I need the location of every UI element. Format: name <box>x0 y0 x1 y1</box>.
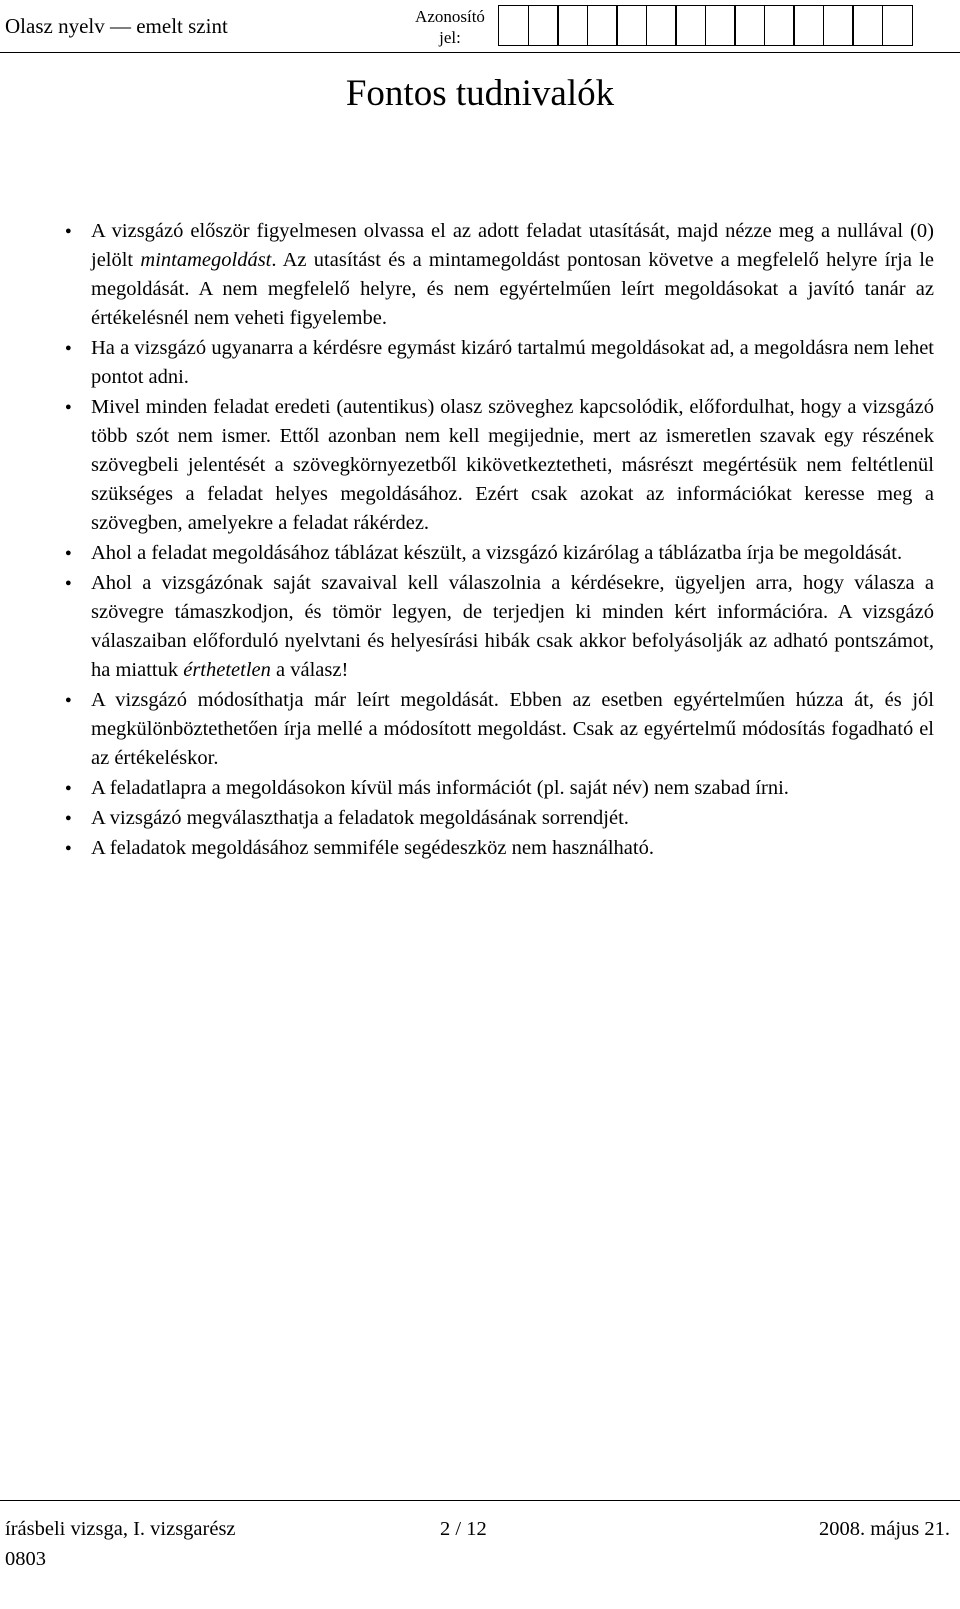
instruction-item <box>91 774 934 803</box>
id-code-box <box>675 5 706 46</box>
instruction-text: A vizsgázó először figyelmesen olvassa el az adott feladat utasítását, majd nézze meg a nullával (0) jelölt <box>91 220 934 271</box>
exam-date: 2008. május 21. <box>819 1518 950 1540</box>
instruction-item <box>91 804 934 833</box>
id-code-box <box>528 5 559 46</box>
page-title: Fontos tudnivalók <box>345 73 615 114</box>
id-code-box <box>616 5 647 46</box>
instruction-list <box>91 217 934 864</box>
instruction-text: A vizsgázó megválaszthatja a feladatok megoldásának sorrendjét. <box>91 807 629 829</box>
exam-part: írásbeli vizsga, I. vizsgarész <box>5 1518 236 1540</box>
instruction-text: . Az utasítást és a mintamegoldást pontosan követve a megfelelő helyre írja le megoldását. A nem megfelelő helyre, és nem egyértelműen leírt megoldásokat a javító tanár az értékelésnél nem veheti figyelembe. <box>91 249 935 329</box>
subject-title: Olasz nyelv — emelt szint <box>5 14 228 38</box>
emphasized-text: érthetetlen <box>183 659 271 681</box>
instruction-item <box>91 539 934 568</box>
page-number: 2 / 12 <box>440 1518 487 1540</box>
instruction-text: Mivel minden feladat eredeti (autentikus) olasz szöveghez kapcsolódik, előfordulhat, hogy a vizsgázó több szót nem ismer. Ettől azonban nem kell megijednie, mert az ismeretlen szavak egy részének szövegbeli jelentését a szövegkörnyezetből kikövetkeztetheti, másrészt megértésük nem feltétlenül szükséges a feladat helyes megoldásához. Ezért csak azokat az információkat keresse meg a szövegben, amelyekre a feladat rákérdez. <box>91 396 934 534</box>
instruction-text: A feladatok megoldásához semmiféle segédeszköz nem használható. <box>91 837 654 859</box>
id-code-box <box>587 5 618 46</box>
instruction-text: A feladatlapra a megoldásokon kívül más információt (pl. saját név) nem szabad írni. <box>91 777 789 799</box>
instruction-item <box>91 334 934 392</box>
id-code-box <box>764 5 795 46</box>
id-code-box <box>823 5 854 46</box>
id-code-box <box>882 5 913 46</box>
instruction-text: a válasz! <box>270 659 349 681</box>
page-header <box>0 0 960 52</box>
instruction-item <box>91 686 934 773</box>
id-code-boxes <box>498 5 913 46</box>
emphasized-text: mintamegoldást <box>140 249 272 271</box>
instruction-item <box>91 569 934 685</box>
id-code-box <box>852 5 883 46</box>
instruction-item <box>91 834 934 863</box>
id-code-box <box>793 5 824 46</box>
exam-code: 0803 <box>5 1548 46 1570</box>
id-label: Azonosító jel: <box>415 7 485 47</box>
instruction-text: A vizsgázó módosíthatja már leírt megoldását. Ebben az esetben egyértelműen húzza át, és jól megkülönböztethetően írja mellé a módosított megoldást. Csak az egyértelmű módosítás fogadható el az értékeléskor. <box>91 689 934 769</box>
id-code-box <box>646 5 677 46</box>
header-divider <box>0 52 960 53</box>
id-code-box <box>705 5 736 46</box>
id-code-box <box>734 5 765 46</box>
instruction-text: Ha a vizsgázó ugyanarra a kérdésre egymást kizáró tartalmú megoldásokat ad, a megoldásra nem lehet pontot adni. <box>91 337 934 388</box>
instruction-text: Ahol a feladat megoldásához táblázat készült, a vizsgázó kizárólag a táblázatba írja be megoldását. <box>91 542 903 564</box>
instruction-item <box>91 217 934 333</box>
instruction-item <box>91 393 934 538</box>
id-code-box <box>498 5 529 46</box>
footer-divider <box>0 1500 960 1501</box>
id-code-box <box>557 5 588 46</box>
instruction-text: Ahol a vizsgázónak saját szavaival kell válaszolnia a kérdésekre, ügyeljen arra, hogy válasza a szövegre támaszkodjon, és tömör legyen, de terjedjen ki minden kért információra. A vizsgázó válaszaiban előforduló nyelvtani és helyesírási hibák csak akkor befolyásolják az adható pontszámot, ha miattuk <box>91 572 934 681</box>
